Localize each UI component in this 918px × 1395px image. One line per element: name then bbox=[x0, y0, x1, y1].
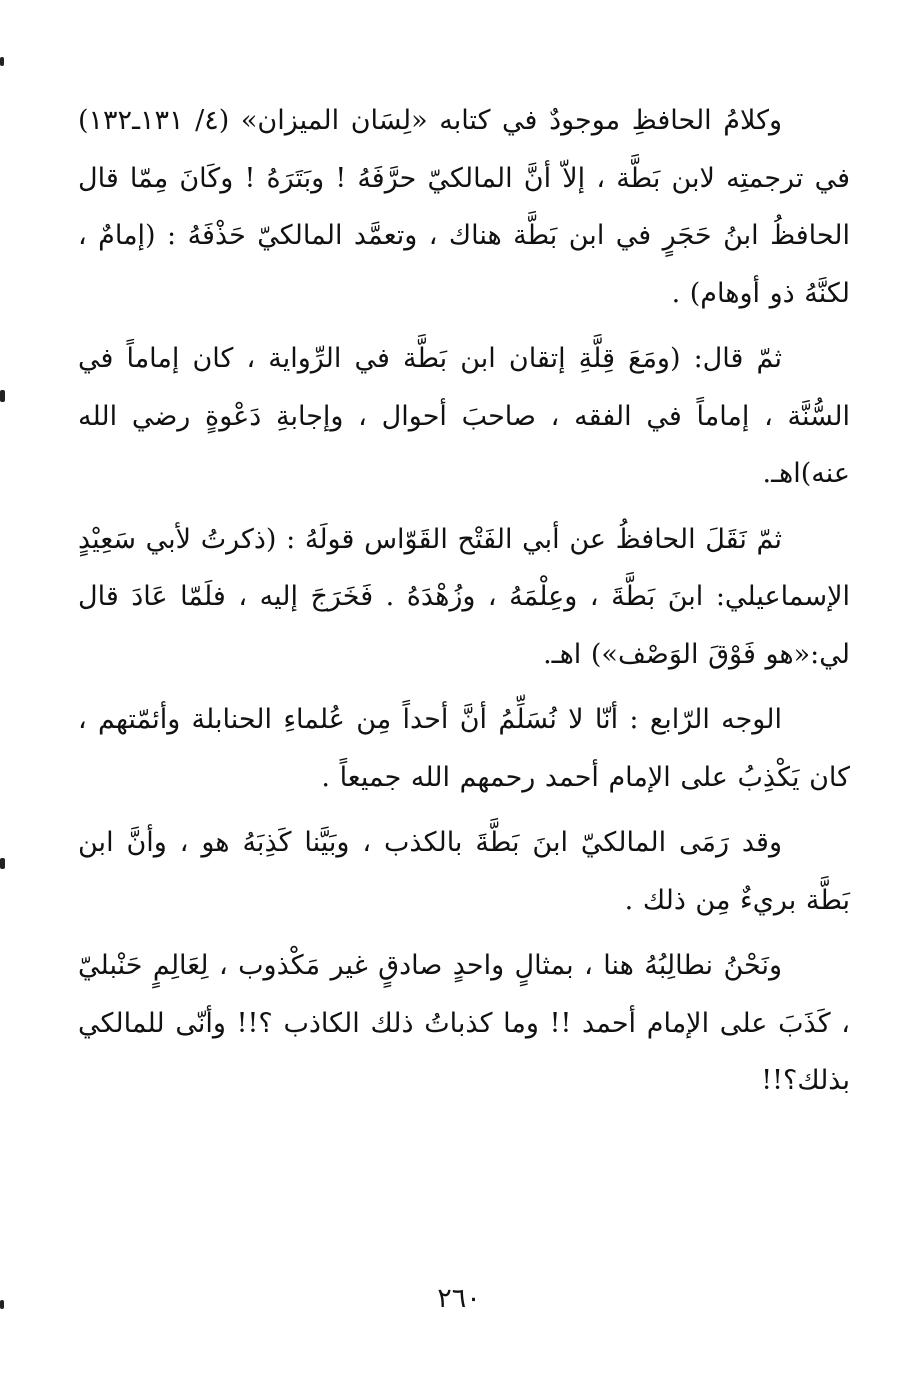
paragraph: وقد رَمَى المالكيّ ابنَ بَطَّةَ بالكذب ، وبَيَّنا كَذِبَهُ هو ، وأنَّ ابن بَطَّة بريءٌ مِن ذلك . bbox=[78, 827, 850, 916]
paragraph: ثمّ قال: (ومَعَ قِلَّةِ إتقان ابن بَطَّة في الرِّواية ، كان إماماً في السُّنَّة ، إماماً في الفقه ، صاحبَ أحوال ، وإجابةِ دَعْوةٍ رضي الله عنه)اهـ. bbox=[78, 343, 850, 489]
scan-mark bbox=[0, 57, 4, 66]
scan-mark bbox=[0, 390, 5, 402]
body-text bbox=[78, 92, 850, 1118]
page-number: ٢٦٠ bbox=[437, 1283, 481, 1314]
scan-mark bbox=[0, 858, 5, 869]
paragraph: ثمّ نَقَلَ الحافظُ عن أبي الفَتْح القَوّاس قولَهُ : (ذكرتُ لأبي سَعِيْدٍ الإسماعيلي: ابنَ بَطَّةَ ، وعِلْمَهُ ، وزُهْدَهُ . فَخَرَجَ إليه ، فلَمّا عَادَ قال لي:«هو فَوْقَ الوَصْف») اهـ. bbox=[78, 523, 850, 670]
paragraph: ونَحْنُ نطالِبُهُ هنا ، بمثالٍ واحدٍ صادقٍ غير مَكْذوب ، لِعَالِمٍ حَنْبليّ ، كَذَبَ على الإمام أحمد !! وما كذباتُ ذلك الكاذب ؟!! وأنّى للمالكي بذلك؟!! bbox=[78, 950, 850, 1096]
paragraph: وكلامُ الحافظِ موجودٌ في كتابه «لِسَان الميزان» (٤/ ١٣١ـ١٣٢) في ترجمتِه لابن بَطَّة ، إلاّ أنَّ المالكيّ حرَّفَهُ ! وبَتَرَهُ ! وكَانَ مِمّا قال الحافظُ ابنُ حَجَرٍ في ابن بَطَّة هناك ، وتعمَّد المالكيّ حَذْفَهُ : (إمامٌ ، لكنَّهُ ذو أوهام) . bbox=[78, 105, 850, 309]
paragraph: الوجه الرّابع : أنّا لا نُسَلِّمُ أنَّ أحداً مِن عُلماءِ الحنابلة وأئمّتهم ، كان يَكْذِبُ على الإمام أحمد رحمهم الله جميعاً . bbox=[78, 704, 850, 793]
